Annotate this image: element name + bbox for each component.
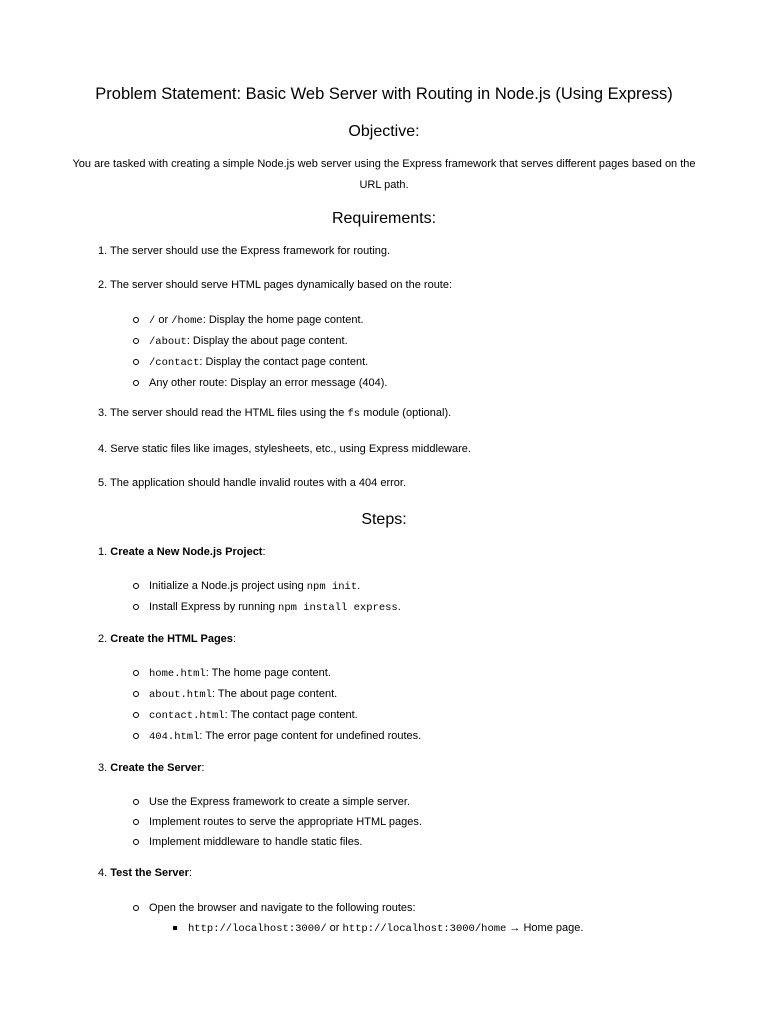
step-bullet: Implement routes to serve the appropriate HTML pages.: [133, 815, 422, 829]
step-bullet: contact.html: The contact page content.: [133, 708, 358, 723]
step-bullet: Use the Express framework to create a simple server.: [133, 795, 410, 809]
circle-bullet-icon: [133, 819, 139, 825]
circle-bullet-icon: [133, 670, 139, 676]
circle-bullet-icon: [133, 380, 139, 386]
circle-bullet-icon: [133, 799, 139, 805]
step-item: 2. Create the HTML Pages:: [98, 633, 236, 645]
step-bullet: Open the browser and navigate to the following routes:: [133, 901, 416, 915]
route-item: /contact: Display the contact page content.: [133, 355, 368, 370]
step-bullet: Implement middleware to handle static files.: [133, 835, 362, 849]
steps-heading: Steps:: [361, 511, 407, 528]
route-item: / or /home: Display the home page content.: [133, 313, 364, 328]
circle-bullet-icon: [133, 691, 139, 697]
circle-bullet-icon: [133, 604, 139, 610]
requirement-item: 3. The server should read the HTML files using the fs module (optional).: [98, 407, 452, 420]
route-link-item: http://localhost:3000/ or http://localhost:3000/home → Home page.: [173, 921, 583, 936]
circle-bullet-icon: [133, 733, 139, 739]
requirements-heading: Requirements:: [331, 210, 437, 227]
step-bullet: 404.html: The error page content for undefined routes.: [133, 729, 421, 744]
step-item: 1. Create a New Node.js Project:: [98, 546, 266, 558]
step-bullet: Install Express by running npm install express.: [133, 600, 401, 615]
step-bullet: about.html: The about page content.: [133, 687, 337, 702]
localhost-link[interactable]: http://localhost:3000/: [188, 923, 327, 935]
route-item: /about: Display the about page content.: [133, 334, 348, 349]
circle-bullet-icon: [133, 712, 139, 718]
step-item: 3. Create the Server:: [98, 762, 205, 774]
circle-bullet-icon: [133, 338, 139, 344]
document-title: Problem Statement: Basic Web Server with Routing in Node.js (Using Express): [95, 85, 673, 103]
requirement-item: 2. The server should serve HTML pages dynamically based on the route:: [98, 279, 453, 291]
step-item: 4. Test the Server:: [98, 867, 192, 879]
circle-bullet-icon: [133, 839, 139, 845]
circle-bullet-icon: [133, 905, 139, 911]
circle-bullet-icon: [133, 359, 139, 365]
step-bullet: Initialize a Node.js project using npm init.: [133, 579, 360, 594]
requirement-item: 5. The application should handle invalid routes with a 404 error.: [98, 477, 407, 489]
localhost-home-link[interactable]: http://localhost:3000/home: [342, 923, 507, 935]
step-bullet: home.html: The home page content.: [133, 666, 331, 681]
square-bullet-icon: [173, 926, 177, 930]
objective-heading: Objective:: [348, 123, 420, 140]
requirement-item: 1. The server should use the Express framework for routing.: [98, 245, 391, 257]
requirement-item: 4. Serve static files like images, stylesheets, etc., using Express middleware.: [98, 443, 471, 455]
circle-bullet-icon: [133, 583, 139, 589]
route-item: Any other route: Display an error message (404).: [133, 376, 387, 390]
objective-text: You are tasked with creating a simple Node.js web server using the Express framework that serves different pages based on the URL path.: [72, 158, 696, 191]
circle-bullet-icon: [133, 317, 139, 323]
